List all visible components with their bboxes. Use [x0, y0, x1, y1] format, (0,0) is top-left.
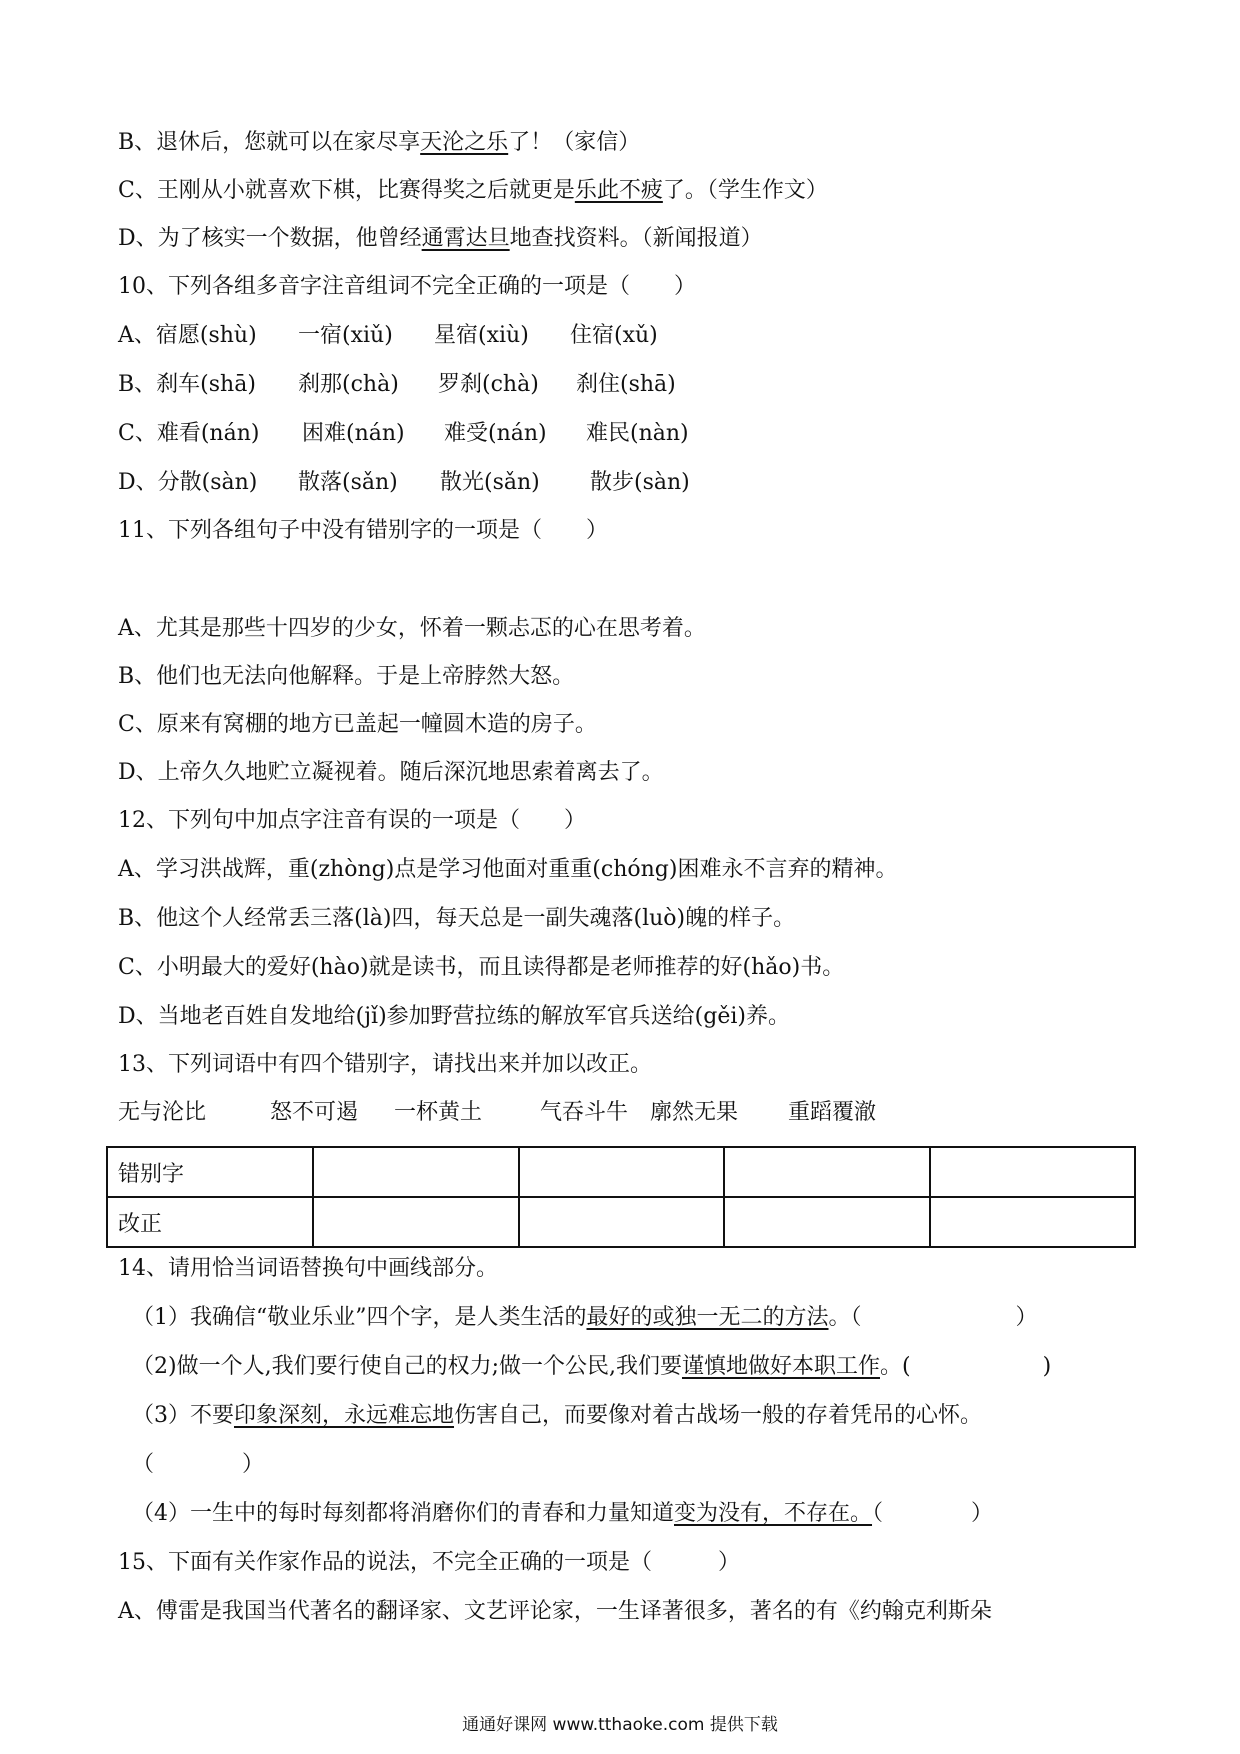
q14-s3-tail: 伤害自己，而要像对着古战场一般的存着凭吊的心怀。 [454, 1403, 983, 1428]
q10-d-1: D、分散(sàn) [118, 470, 258, 495]
q12-option-b: B、他这个人经常丢三落(là)四，每天总是一副失魂落(luò)魄的样子。 [118, 906, 796, 931]
q9-c-text: C、王刚从小就喜欢下棋，比赛得奖之后就更是 [118, 178, 575, 203]
q10-c-2: 困难(nán) [302, 421, 405, 446]
q9-b-underlined: 天沦之乐 [420, 130, 509, 155]
q11-option-b: B、他们也无法向他解释。于是上帝脖然大怒。 [118, 664, 575, 689]
q13-word: 重蹈覆澈 [788, 1100, 877, 1125]
q9-d-text: D、为了核实一个数据，他曾经 [118, 226, 422, 251]
answer-cell[interactable] [930, 1147, 1136, 1197]
q12-option-a: A、学习洪战辉，重(zhòng)点是学习他面对重重(chóng)困难永不言弃的精神。 [118, 857, 898, 882]
q10-b-2: 刹那(chà) [298, 372, 399, 397]
q13-word: 怒不可遏 [270, 1100, 359, 1125]
q10-option-a [118, 321, 658, 351]
q14-s2-underlined: 谨慎地做好本职工作 [681, 1354, 880, 1379]
q9-c-tail: 了。（学生作文） [662, 178, 828, 203]
q14-s4-underlined: 变为没有，不存在。 [674, 1501, 873, 1526]
q9-d-underlined: 通霄达旦 [421, 226, 510, 251]
q11-option-a: A、尤其是那些十四岁的少女，怀着一颗忐忑的心在思考着。 [118, 616, 706, 641]
q14-sentence-2 [132, 1352, 1051, 1382]
answer-cell[interactable] [724, 1147, 930, 1197]
q10-a-4: 住宿(xǔ) [570, 323, 658, 348]
q14-s1-text: （1）我确信“敬业乐业”四个字，是人类生活的 [132, 1305, 587, 1330]
q9-b-text: B、退休后，您就可以在家尽享 [118, 130, 421, 155]
q10-a-3: 星宿(xiù) [434, 323, 529, 348]
q10-option-b [118, 370, 676, 400]
q13-word: 气吞斗牛 [540, 1100, 629, 1125]
table-row [107, 1197, 1135, 1247]
q10-b-1: B、刹车(shā) [118, 372, 256, 397]
q9-b-tail: 了！（家信） [508, 130, 641, 155]
q14-sentence-4 [132, 1499, 993, 1529]
q14-sentence-1 [132, 1303, 1038, 1333]
q14-s2-text: （2)做一个人,我们要行使自己的权力;做一个公民,我们要 [132, 1354, 682, 1379]
q15-option-a: A、傅雷是我国当代著名的翻译家、文艺评论家，一生译著很多，著名的有《约翰克利斯朵 [118, 1599, 992, 1624]
answer-cell[interactable] [930, 1197, 1136, 1247]
q10-a-2: 一宿(xiǔ) [298, 323, 393, 348]
q10-b-3: 罗刹(chà) [438, 372, 539, 397]
q9-c-underlined: 乐此不疲 [574, 178, 663, 203]
q10-option-c [118, 419, 689, 449]
q14-s3-underlined: 印象深刻，永远难忘地 [234, 1403, 455, 1428]
answer-cell[interactable] [313, 1147, 519, 1197]
row-label-correct: 改正 [107, 1197, 313, 1247]
q11-option-c: C、原来有窝棚的地方已盖起一幢圆木造的房子。 [118, 712, 597, 737]
q11-option-d: D、上帝久久地贮立凝视着。随后深沉地思索着离去了。 [118, 760, 664, 785]
table-row [107, 1147, 1135, 1197]
q9-option-d [118, 224, 763, 254]
q12-option-c: C、小明最大的爱好(hào)就是读书，而且读得都是老师推荐的好(hǎo)书。 [118, 955, 845, 980]
q14-s4-blank[interactable]: （ ） [872, 1501, 994, 1526]
q14-sentence-3 [132, 1401, 982, 1431]
q10-c-4: 难民(nàn) [586, 421, 689, 446]
q12-stem: 12、下列句中加点字注音有误的一项是（ ） [118, 808, 586, 833]
answer-cell[interactable] [724, 1197, 930, 1247]
q14-s4-text: （4）一生中的每时每刻都将消磨你们的青春和力量知道 [132, 1501, 674, 1526]
answer-cell[interactable] [519, 1197, 725, 1247]
q13-stem: 13、下列词语中有四个错别字，请找出来并加以改正。 [118, 1052, 652, 1077]
q14-stem: 14、请用恰当词语替换句中画线部分。 [118, 1256, 498, 1281]
q10-option-d [118, 468, 690, 498]
q10-a-1: A、宿愿(shù) [118, 323, 257, 348]
q14-s1-blank[interactable]: 。（ ） [828, 1305, 1038, 1330]
q14-s3-text: （3）不要 [132, 1403, 234, 1428]
q12-option-d: D、当地老百姓自发地给(jǐ)参加野营拉练的解放军官兵送给(gěi)养。 [118, 1004, 790, 1029]
q13-word: 廓然无果 [650, 1100, 739, 1125]
q14-s1-underlined: 最好的或独一无二的方法 [586, 1305, 829, 1330]
page-footer: 通通好课网 www.tthaoke.com 提供下载 [462, 1715, 778, 1735]
q13-word: 无与沦比 [118, 1100, 207, 1125]
q15-stem: 15、下面有关作家作品的说法，不完全正确的一项是（ ） [118, 1550, 740, 1575]
q11-stem: 11、下列各组句子中没有错别字的一项是（ ） [118, 518, 608, 543]
answer-cell[interactable] [519, 1147, 725, 1197]
q10-b-4: 刹住(shā) [576, 372, 676, 397]
q13-word-list [118, 1098, 876, 1128]
q10-d-4: 散步(sàn) [590, 470, 690, 495]
q13-word: 一杯黄土 [394, 1100, 483, 1125]
q10-d-3: 散光(sǎn) [440, 470, 540, 495]
q10-stem: 10、下列各组多音字注音组词不完全正确的一项是（ ） [118, 274, 696, 299]
answer-cell[interactable] [313, 1197, 519, 1247]
q14-s2-blank[interactable]: 。( ) [880, 1354, 1052, 1379]
q14-sentence-3-blank[interactable]: （ ） [132, 1452, 265, 1477]
q9-option-b [118, 128, 640, 158]
q10-c-3: 难受(nán) [444, 421, 547, 446]
q9-option-c [118, 176, 828, 206]
row-label-wrong: 错别字 [107, 1147, 313, 1197]
q9-d-tail: 地查找资料。（新闻报道） [509, 226, 763, 251]
q13-answer-table [106, 1146, 1136, 1248]
q10-c-1: C、难看(nán) [118, 421, 260, 446]
q10-d-2: 散落(sǎn) [298, 470, 398, 495]
